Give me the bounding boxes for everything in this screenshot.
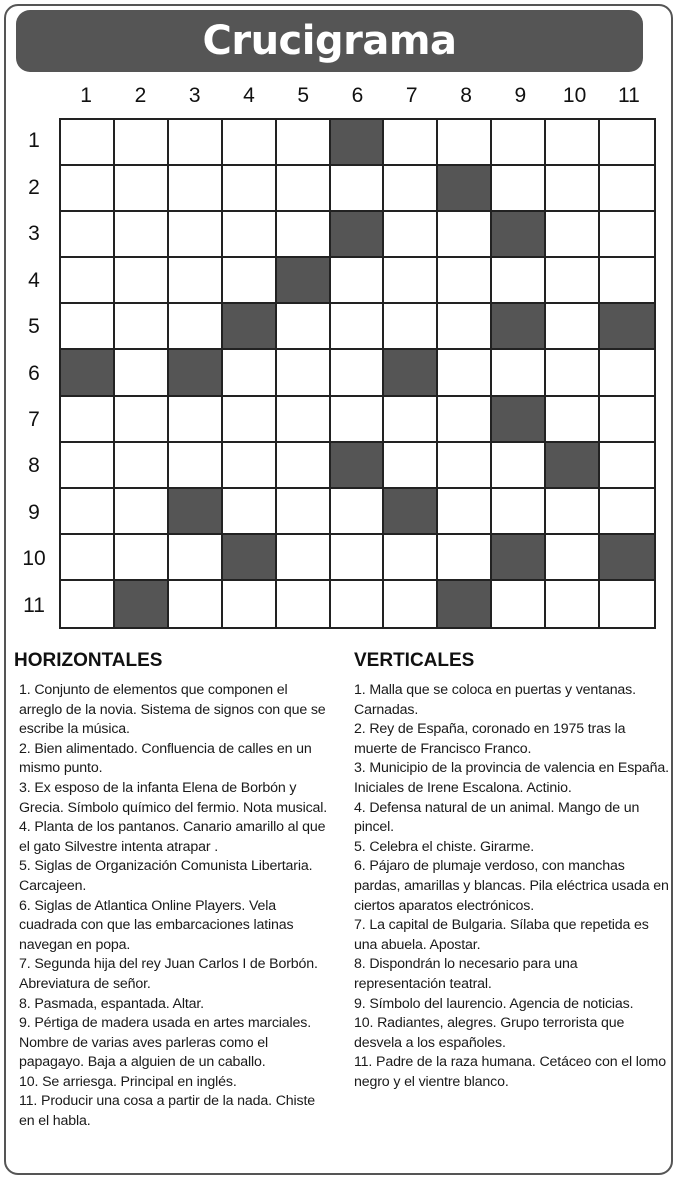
vertical-clue-9: 9. Símbolo del laurencio. Agencia de noticias. <box>354 995 634 1012</box>
horizontal-clue-2: 2. Bien alimentado. Confluencia de calles en un mismo punto. <box>19 740 312 777</box>
answer-cell[interactable] <box>492 443 546 489</box>
answer-cell[interactable] <box>438 258 492 304</box>
vertical-clue-6: 6. Pájaro de plumaje verdoso, con manchas pardas, amarillas y blancas. Pila eléctrica usada en ciertos aparatos electrónicos. <box>354 858 669 914</box>
answer-cell[interactable] <box>169 535 223 581</box>
answer-cell[interactable] <box>61 535 115 581</box>
vertical-clues-panel <box>354 650 670 1092</box>
answer-cell[interactable] <box>223 489 277 535</box>
answer-cell[interactable] <box>277 489 331 535</box>
answer-cell[interactable] <box>115 535 169 581</box>
answer-cell[interactable] <box>331 350 385 396</box>
answer-cell[interactable] <box>223 443 277 489</box>
row-number: 8 <box>28 454 40 478</box>
answer-cell[interactable] <box>600 166 654 212</box>
answer-cell[interactable] <box>115 304 169 350</box>
answer-cell[interactable] <box>277 166 331 212</box>
row-number: 1 <box>28 129 40 153</box>
answer-cell[interactable] <box>546 581 600 627</box>
answer-cell[interactable] <box>492 166 546 212</box>
answer-cell[interactable] <box>169 258 223 304</box>
black-cell <box>277 258 331 304</box>
answer-cell[interactable] <box>331 397 385 443</box>
answer-cell[interactable] <box>438 535 492 581</box>
answer-cell[interactable] <box>384 581 438 627</box>
answer-cell[interactable] <box>115 166 169 212</box>
black-cell <box>492 304 546 350</box>
answer-cell[interactable] <box>438 489 492 535</box>
answer-cell[interactable] <box>115 350 169 396</box>
answer-cell[interactable] <box>331 166 385 212</box>
answer-cell[interactable] <box>384 120 438 166</box>
black-cell <box>384 350 438 396</box>
answer-cell[interactable] <box>384 443 438 489</box>
column-number: 4 <box>243 84 255 107</box>
answer-cell[interactable] <box>61 489 115 535</box>
black-cell <box>223 535 277 581</box>
black-cell <box>169 350 223 396</box>
column-number: 5 <box>297 84 310 107</box>
answer-cell[interactable] <box>223 581 277 627</box>
answer-cell[interactable] <box>277 350 331 396</box>
page-title: Crucigrama <box>202 18 457 64</box>
answer-cell[interactable] <box>223 212 277 258</box>
black-cell <box>600 304 654 350</box>
black-cell <box>61 350 115 396</box>
answer-cell[interactable] <box>600 489 654 535</box>
answer-cell[interactable] <box>384 304 438 350</box>
answer-cell[interactable] <box>223 258 277 304</box>
horizontal-clue-6: 6. Siglas de Atlantica Online Players. Vela cuadrada con que las embarcaciones latinas navegan en popa. <box>19 897 294 953</box>
column-number: 1 <box>80 84 92 107</box>
horizontal-clue-5: 5. Siglas de Organización Comunista Libertaria. Carcajeen. <box>19 858 313 894</box>
answer-cell[interactable] <box>61 304 115 350</box>
vertical-clue-7: 7. La capital de Bulgaria. Sílaba que repetida es una abuela. Apostar. <box>354 917 649 953</box>
answer-cell[interactable] <box>331 535 385 581</box>
vertical-clue-11: 11. Padre de la raza humana. Cetáceo con el lomo negro y el vientre blanco. <box>354 1054 666 1090</box>
title-bar <box>16 10 643 72</box>
black-cell <box>438 166 492 212</box>
horizontal-clue-4: 4. Planta de los pantanos. Canario amarillo al que el gato Silvestre intenta atrapar . <box>19 819 326 855</box>
answer-cell[interactable] <box>331 489 385 535</box>
answer-cell[interactable] <box>115 397 169 443</box>
column-number: 8 <box>460 84 472 107</box>
answer-cell[interactable] <box>331 258 385 304</box>
answer-cell[interactable] <box>61 120 115 166</box>
answer-cell[interactable] <box>277 120 331 166</box>
answer-cell[interactable] <box>438 397 492 443</box>
answer-cell[interactable] <box>223 397 277 443</box>
answer-cell[interactable] <box>277 581 331 627</box>
answer-cell[interactable] <box>277 397 331 443</box>
answer-cell[interactable] <box>61 212 115 258</box>
vertical-clue-3: 3. Municipio de la provincia de valencia en España. Iniciales de Irene Escalona. Actinio. <box>354 760 669 796</box>
answer-cell[interactable] <box>115 443 169 489</box>
answer-cell[interactable] <box>384 212 438 258</box>
horizontal-clues-panel <box>14 650 334 1132</box>
horizontal-clue-7: 7. Segunda hija del rey Juan Carlos I de Borbón. Abreviatura de señor. <box>19 956 318 992</box>
black-cell <box>600 535 654 581</box>
column-number: 2 <box>134 84 147 107</box>
row-number: 10 <box>22 547 46 571</box>
black-cell <box>331 120 385 166</box>
column-number: 7 <box>405 84 418 107</box>
answer-cell[interactable] <box>546 258 600 304</box>
column-number: 10 <box>562 84 587 107</box>
black-cell <box>492 535 546 581</box>
answer-cell[interactable] <box>169 212 223 258</box>
horizontal-clue-3: 3. Ex esposo de la infanta Elena de Borbón y Grecia. Símbolo químico del fermio. Nota musical. <box>19 779 328 816</box>
column-number: 6 <box>351 84 364 107</box>
answer-cell[interactable] <box>223 350 277 396</box>
answer-cell[interactable] <box>600 212 654 258</box>
vertical-clue-4: 4. Defensa natural de un animal. Mango de un pincel. <box>354 799 640 836</box>
answer-cell[interactable] <box>61 397 115 443</box>
answer-cell[interactable] <box>438 212 492 258</box>
answer-cell[interactable] <box>600 350 654 396</box>
answer-cell[interactable] <box>115 258 169 304</box>
horizontal-clue-1: 1. Conjunto de elementos que componen el arreglo de la novia. Sistema de signos con que se escribe la música. <box>19 682 326 738</box>
vertical-clue-1: 1. Malla que se coloca en puertas y ventanas. Carnadas. <box>354 682 636 718</box>
answer-cell[interactable] <box>223 166 277 212</box>
row-number: 2 <box>28 175 40 199</box>
black-cell <box>169 489 223 535</box>
answer-cell[interactable] <box>169 443 223 489</box>
answer-cell[interactable] <box>384 258 438 304</box>
row-number: 7 <box>28 407 40 431</box>
answer-cell[interactable] <box>169 581 223 627</box>
answer-cell[interactable] <box>546 166 600 212</box>
black-cell <box>384 489 438 535</box>
horizontal-heading: HORIZONTALES <box>14 650 163 671</box>
answer-cell[interactable] <box>546 350 600 396</box>
answer-cell[interactable] <box>277 535 331 581</box>
column-number: 9 <box>514 84 527 107</box>
answer-cell[interactable] <box>546 535 600 581</box>
answer-cell[interactable] <box>277 304 331 350</box>
answer-cell[interactable] <box>169 166 223 212</box>
row-number: 3 <box>28 222 40 246</box>
answer-cell[interactable] <box>169 120 223 166</box>
row-number: 5 <box>28 315 40 339</box>
answer-cell[interactable] <box>600 443 654 489</box>
black-cell <box>223 304 277 350</box>
answer-cell[interactable] <box>546 304 600 350</box>
row-number: 11 <box>23 593 45 617</box>
answer-cell[interactable] <box>169 304 223 350</box>
answer-cell[interactable] <box>331 581 385 627</box>
answer-cell[interactable] <box>384 397 438 443</box>
answer-cell[interactable] <box>61 166 115 212</box>
answer-cell[interactable] <box>384 166 438 212</box>
answer-cell[interactable] <box>438 120 492 166</box>
black-cell <box>115 581 169 627</box>
vertical-heading: VERTICALES <box>354 650 475 671</box>
black-cell <box>331 443 385 489</box>
answer-cell[interactable] <box>61 443 115 489</box>
answer-cell[interactable] <box>600 258 654 304</box>
answer-cell[interactable] <box>546 489 600 535</box>
answer-cell[interactable] <box>277 212 331 258</box>
answer-cell[interactable] <box>600 397 654 443</box>
answer-cell[interactable] <box>600 120 654 166</box>
column-number: 11 <box>617 84 640 107</box>
row-number: 4 <box>28 268 40 292</box>
answer-cell[interactable] <box>115 120 169 166</box>
answer-cell[interactable] <box>438 443 492 489</box>
black-cell <box>546 443 600 489</box>
answer-cell[interactable] <box>492 581 546 627</box>
answer-cell[interactable] <box>438 350 492 396</box>
answer-cell[interactable] <box>546 120 600 166</box>
answer-cell[interactable] <box>115 212 169 258</box>
horizontal-clue-8: 8. Pasmada, espantada. Altar. <box>19 995 204 1012</box>
answer-cell[interactable] <box>600 581 654 627</box>
horizontal-clue-11: 11. Producir una cosa a partir de la nada. Chiste en el habla. <box>19 1093 316 1130</box>
answer-cell[interactable] <box>438 304 492 350</box>
answer-cell[interactable] <box>115 489 169 535</box>
answer-cell[interactable] <box>546 212 600 258</box>
vertical-clue-10: 10. Radiantes, alegres. Grupo terrorista que desvela a los españoles. <box>354 1015 625 1051</box>
vertical-clue-5: 5. Celebra el chiste. Girarme. <box>354 838 535 855</box>
answer-cell[interactable] <box>61 258 115 304</box>
answer-cell[interactable] <box>492 489 546 535</box>
black-cell <box>438 581 492 627</box>
answer-cell[interactable] <box>546 397 600 443</box>
vertical-clue-2: 2. Rey de España, coronado en 1975 tras la muerte de Francisco Franco. <box>354 721 626 757</box>
vertical-clue-8: 8. Dispondrán lo necesario para una representación teatral. <box>354 956 578 992</box>
answer-cell[interactable] <box>331 304 385 350</box>
row-number: 9 <box>28 500 40 524</box>
horizontal-clue-9: 9. Pértiga de madera usada en artes marciales. Nombre de varias aves parleras como el papagayo. Baja a alguien de un caballo. <box>19 1015 311 1071</box>
answer-cell[interactable] <box>492 350 546 396</box>
black-cell <box>492 212 546 258</box>
black-cell <box>492 397 546 443</box>
black-cell <box>331 212 385 258</box>
horizontal-clue-10: 10. Se arriesga. Principal en inglés. <box>19 1073 237 1090</box>
answer-cell[interactable] <box>169 397 223 443</box>
answer-cell[interactable] <box>61 581 115 627</box>
row-number: 6 <box>28 361 40 385</box>
column-number: 3 <box>188 84 201 107</box>
answer-cell[interactable] <box>492 120 546 166</box>
answer-cell[interactable] <box>223 120 277 166</box>
crossword-grid <box>59 118 656 629</box>
answer-cell[interactable] <box>384 535 438 581</box>
answer-cell[interactable] <box>277 443 331 489</box>
answer-cell[interactable] <box>492 258 546 304</box>
